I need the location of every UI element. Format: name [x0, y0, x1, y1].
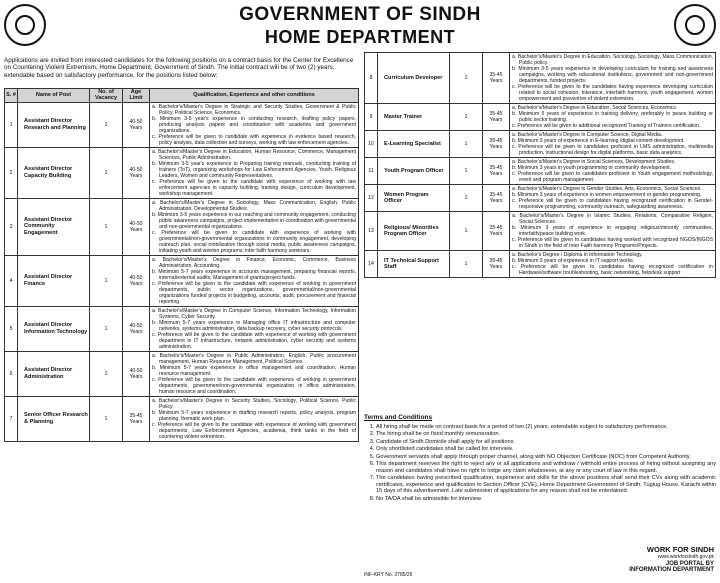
row-sno: 14	[365, 251, 378, 278]
qualification-item: b. Minimum 5-7 years experience in office management and coordination, Human resource management.	[152, 364, 356, 377]
row-age-limit: 35-45 Years	[483, 53, 510, 104]
row-age-limit: 35-45 Years	[483, 104, 510, 131]
terms-item: 4. Only shortlisted candidates shall be called for interview.	[376, 446, 716, 453]
qualification-item: a. Bachelor's/Master's Degree in Sociology, Mass Communication, English, Public Administration, Developmental Studies.	[152, 199, 356, 212]
positions-table-left	[4, 88, 359, 442]
qualification-item: c. Preference will be given to the candidates having experience developing curriculum related to social cohesion, tolerance, interfaith harmony, youth engagement, women empowerment and prevention of violent extremism.	[512, 84, 713, 102]
row-qualification	[150, 102, 359, 147]
row-vacancy: 1	[450, 104, 483, 131]
table-row	[365, 53, 716, 104]
qualification-item: a. Bachelor's/Master's Degree in Finance, Economic, Commerce, Business Administration, Accounting.	[152, 256, 356, 269]
qualification-item: b. Minimum 5-7 years experience in Managing office IT infrastructure and computer networks, systems administration, data backup recovery, cyber security protocols.	[152, 319, 356, 332]
row-vacancy: 1	[90, 306, 123, 351]
intro-paragraph: Applications are invited from interested candidates for the following positions on a contract basis for the Center for Excellence on Countering Violent Extremism, Home Department, Government of Sindh. The initial contract will be of two (2) years, extendable based on satisfactory performance, for the positions listed below:	[4, 57, 354, 79]
row-vacancy: 1	[450, 158, 483, 185]
table-row	[365, 212, 716, 251]
qualification-item: c. Preference will be given to the candidate with experience of working in government departments, public sector organizations, governmental/non-governmental organizations funded projects in budgeting, accounts, audit, procurement and financial reporting.	[152, 280, 356, 305]
row-post-name: Youth Program Officer	[378, 158, 450, 185]
positions-table-right	[364, 52, 716, 278]
row-sno: 6	[5, 351, 18, 396]
qualification-item: b. Minimum 3-5 year's experience in Preparing training manuals, conducting training of trainers (ToT), organizing workshops for Law Enforcement Agencies, Youth, Religious Leaders, Women and community Representatives.	[152, 160, 356, 179]
row-sno: 9	[365, 104, 378, 131]
row-sno: 12	[365, 185, 378, 212]
row-age-limit: 40-50 Years	[123, 306, 150, 351]
page-title: GOVERNMENT OF SINDH	[239, 4, 481, 25]
row-vacancy: 1	[90, 351, 123, 396]
row-qualification	[510, 104, 716, 131]
row-vacancy: 1	[90, 198, 123, 255]
qualification-item: b. Minimum 3-5 years experience in our reaching and community engagement, conducting public awareness campaigns, project implementation in coordination with governmental and non-governmental organizations.	[152, 211, 356, 230]
qualification-item: b. Minimum 3 years of experience in women empowerment or gender programming.	[512, 192, 702, 198]
qualification-item: a. Bachelor's/Master's Degree in Islamic Studies, Relations, Comparative Religion, Social Sciences.	[512, 213, 713, 225]
row-qualification	[150, 147, 359, 198]
table-row	[5, 147, 359, 198]
qualification-item: a. Bachelor's/Master's Degree in Security Studies, Sociology, Political Science, Public Policy.	[152, 397, 356, 410]
row-vacancy: 1	[450, 53, 483, 104]
row-vacancy: 1	[450, 212, 483, 251]
row-vacancy: 1	[450, 251, 483, 278]
qualification-item: a. Bachelor's/Master's Degree in Education, Sociology, Sociology, Mass Communication, Public policy.	[512, 54, 713, 66]
qualification-item: b. Minimum 3 years of experience in engaging religious/minority communities, interfaith/peace building work.	[512, 225, 713, 237]
row-vacancy: 1	[90, 255, 123, 306]
portal-line-2: INFORMATION DEPARTMENT	[629, 567, 714, 574]
header-qualification: Qualification, Experience and other conditions	[150, 89, 359, 103]
qualification-item: c. Preference will be given to the candidate with experience of working with law enforcement agencies in capacity building, training design, curriculum development, workshop management.	[152, 178, 356, 197]
qualification-item: b. Minimum 5-7 years experience in accounts management, preparing financial reports, internal/external audits, Management of grants/project funds.	[152, 268, 356, 281]
row-qualification	[150, 351, 359, 396]
row-post-name: Assistant Director Capacity Building	[18, 147, 90, 198]
row-qualification	[150, 198, 359, 255]
table-row	[365, 251, 716, 278]
portal-line-1: JOB PORTAL BY	[665, 560, 714, 567]
qualification-item: c. Preference will be given to the candidate with experience of working in government departments, government/non-governmental organization in office administration, human resource and coordination.	[152, 376, 356, 395]
row-vacancy: 1	[90, 396, 123, 441]
table-row	[5, 351, 359, 396]
row-qualification	[510, 185, 716, 212]
row-post-name: Assistant Director Finance	[18, 255, 90, 306]
row-post-name: Assistant Director Information Technology	[18, 306, 90, 351]
terms-item: 2. The hiring shall be on fixed monthly remuneration.	[376, 431, 716, 438]
qualification-item: a. Bachelor's/Master's Degree in Gender Studies, Arts, Economics, Social Sciences.	[512, 186, 702, 192]
row-sno: 10	[365, 131, 378, 158]
row-sno: 8	[365, 53, 378, 104]
row-post-name: Master Trainer	[378, 104, 450, 131]
terms-heading: Terms and Conditions	[364, 414, 433, 421]
table-row	[5, 198, 359, 255]
terms-item: 3. Candidate of Sindh Domicile shall apply for all positions.	[376, 439, 716, 446]
row-post-name: Curriculum Developer	[378, 53, 450, 104]
row-qualification	[150, 396, 359, 441]
qualification-item: b. Minimum 3-5 years experience in developing curriculum for training and awareness campaigns, working with educational institutions, government and non-government departments, funded projects.	[512, 66, 713, 84]
terms-item: 1. All hiring shall be made on contract basis for a period of two (2) years, extendable subject to satisfactory performance.	[376, 424, 716, 431]
row-post-name: Assistant Director Research and Planning	[18, 102, 90, 147]
header-sno: S. #	[5, 89, 18, 103]
qualification-item: a. Bachelor's/Master's Degree in Public Administration, English, Public procurement management, Human Resource Management, Political Science.	[152, 352, 356, 365]
row-sno: 11	[365, 158, 378, 185]
qualification-item: c. Preference will be given to the candidate with experience of working with government department in IT infrastructure, network administration, cyber security and systems administration.	[152, 331, 356, 350]
row-age-limit: 40-50 Years	[123, 255, 150, 306]
header-age: Age Limit	[123, 89, 150, 103]
row-vacancy: 1	[90, 147, 123, 198]
row-qualification	[150, 306, 359, 351]
row-post-name: E-Learning Specialist	[378, 131, 450, 158]
qualification-item: a. Bachelor's/Master's Degree in Education, Social Sciences, Economics.	[512, 105, 678, 111]
qualification-item: a. Bachelor's/Master's Degree in Computer Science, Digital Media.	[512, 132, 663, 138]
row-age-limit: 35-45 Years	[483, 131, 510, 158]
header-vacancy: No. of Vacancy	[90, 89, 123, 103]
qualification-item: c. Preference will be given to candidate with experience of working with governmental/non-governmental organizations in community engagement, developing outreach plan, social mobilization through social media, public awareness campaigns, initiating youth and women programs, inter faith harmony seminars.	[152, 229, 356, 254]
row-age-limit: 40-50 Years	[123, 102, 150, 147]
row-qualification	[510, 212, 716, 251]
row-post-name: Assistant Director Community Engagement	[18, 198, 90, 255]
row-age-limit: 40-50 Years	[123, 198, 150, 255]
brand-name: WORK FOR SINDH	[646, 545, 714, 554]
terms-section	[364, 415, 716, 503]
row-age-limit: 35-45 Years	[483, 158, 510, 185]
terms-item: 7. The candidates having prescribed qualification, experience and skills for the above positions shall send their CVs along with academic certificates, experience and qualification to Section Officer (CVE), Home Department Government of Sindh, Tuglug House, Karachi within 15 days of this advertisement. Late submission of applications for any reason shall not be entertained.	[376, 475, 716, 495]
table-row	[5, 102, 359, 147]
row-age-limit: 40-50 Years	[123, 147, 150, 198]
table-row	[5, 396, 359, 441]
row-post-name: Senior Officer Research & Planning	[18, 396, 90, 441]
qualification-item: b. Minimum 3 years of experience in IT support works.	[512, 258, 635, 264]
qualification-item: b. Minimum 3 years of experience in E-learning /digital content development.	[512, 138, 685, 144]
row-sno: 1	[5, 102, 18, 147]
work-for-sindh-logo	[629, 547, 714, 574]
qualification-item: b. Minimum 3-5 year's experience in conducting research, drafting policy papers, producing analysis papers and coordination with academia and government organizations.	[152, 115, 356, 134]
qualification-item: a. Bachelor's/Master's Degree in Education, Human Resource, Commerce, Management Sciences, Public Administration.	[152, 148, 356, 161]
row-post-name: Assistant Director Administration	[18, 351, 90, 396]
row-age-limit: 35-45 Years	[123, 396, 150, 441]
qualification-item: a. Bachelor's/Master's Degree in Strategic and Security Studies, Government & Public Policy, Political Science, Economics.	[152, 103, 356, 116]
qualification-item: a. Bachelor's/Master's Degree in Computer Science, Information Technology, Information Systems, Cyber Security.	[152, 307, 356, 320]
row-post-name: Religious/ Minorities Program Officer	[378, 212, 450, 251]
row-sno: 3	[5, 198, 18, 255]
qualification-item: c. Preference will be given to candidates proficient in Youth engagement methodology, event and program management.	[512, 171, 713, 183]
qualification-item: c. Preference will be given to candidates having recognized certification in Gender-responsive programming, community outreach, safeguarding awareness.	[512, 198, 713, 210]
row-qualification	[510, 251, 716, 278]
row-sno: 13	[365, 212, 378, 251]
sindh-emblem-icon	[4, 4, 46, 46]
row-sno: 2	[5, 147, 18, 198]
row-vacancy: 1	[90, 102, 123, 147]
brand-url: www.workforsindh.gov.pk	[657, 553, 714, 560]
qualification-item: c. Preference will be given to additional recognized Training of Trainers certification.	[512, 123, 701, 129]
row-sno: 5	[5, 306, 18, 351]
row-age-limit: 40-50 Years	[123, 351, 150, 396]
row-qualification	[510, 131, 716, 158]
row-age-limit: 35-45 Years	[483, 185, 510, 212]
row-age-limit: 35-45 Years	[483, 251, 510, 278]
table-row	[5, 306, 359, 351]
qualification-item: b. Minimum 5 years of experience in training delivery, preferably in peace building or public sector training.	[512, 111, 713, 123]
qualification-item: a. Bachelor's/Master's Degree in Social Sciences, Development Studies.	[512, 159, 676, 165]
row-vacancy: 1	[450, 185, 483, 212]
qualification-item: c. Preference will be given to candidates having worked with recognized NGOS/INGOS in Sindh in the field of Inter Faith harmony Programs/Projects.	[512, 237, 713, 249]
qualification-item: b. Minimum 3 years in youth programming or community development.	[512, 165, 672, 171]
header-post: Name of Post	[18, 89, 90, 103]
row-post-name: Women Program Officer	[378, 185, 450, 212]
page-subtitle: HOME DEPARTMENT	[264, 27, 456, 47]
qualification-item: b. Minimum 5-7 years experience in drafting research reports, policy analysis, program planning, thematic work plan.	[152, 409, 356, 422]
qualification-item: a. Bachelor's Degree / Diploma in Information Technology.	[512, 252, 643, 258]
row-sno: 4	[5, 255, 18, 306]
qualification-item: c. Preference will be given to candidates having recognized certification in Hardware/software troubleshooting, basic networking, helpdesk support	[512, 264, 713, 276]
row-age-limit: 35-45 Years	[483, 212, 510, 251]
terms-item: 8. No TA/DA shall be admissible for interview.	[376, 496, 716, 503]
row-qualification	[510, 158, 716, 185]
qualification-item: c. Preference will be given to the candidate with experience of working with government departments, Law Enforcement Agencies, academia, think tanks in the field of countering violent extremism.	[152, 421, 356, 440]
ad-code: INF-KRY No. 3785/26	[364, 572, 413, 578]
home-department-seal-icon	[674, 4, 716, 46]
row-vacancy: 1	[450, 131, 483, 158]
table-row	[365, 185, 716, 212]
row-post-name: IT Technical Support Staff	[378, 251, 450, 278]
table-row	[5, 255, 359, 306]
row-qualification	[510, 53, 716, 104]
table-row	[365, 131, 716, 158]
terms-item: 5. Government servants shall apply through proper channel, along with NO Objection Certificate (NOC) from Competent Authority.	[376, 454, 716, 461]
terms-list	[364, 424, 716, 503]
terms-item: 6. This department reserves the right to reject any or all applications and withdraw / withhold entire process of hiring without assigning any reason and candidates shall have no right to lodge any claim whatsoever, at any or any court of law in this regard.	[376, 461, 716, 474]
table-row	[365, 104, 716, 131]
row-sno: 7	[5, 396, 18, 441]
row-qualification	[150, 255, 359, 306]
qualification-item: c. Preference will be given to candidates proficient in LMS administration, multimedia production, instructional design for digital platforms, basic data analytics.	[512, 144, 713, 156]
table-row	[365, 158, 716, 185]
qualification-item: c. Preference will be given to candidate with experience in evidence based research, policy analysis, data collection and surveys, working with law enforcement agencies.	[152, 133, 356, 146]
